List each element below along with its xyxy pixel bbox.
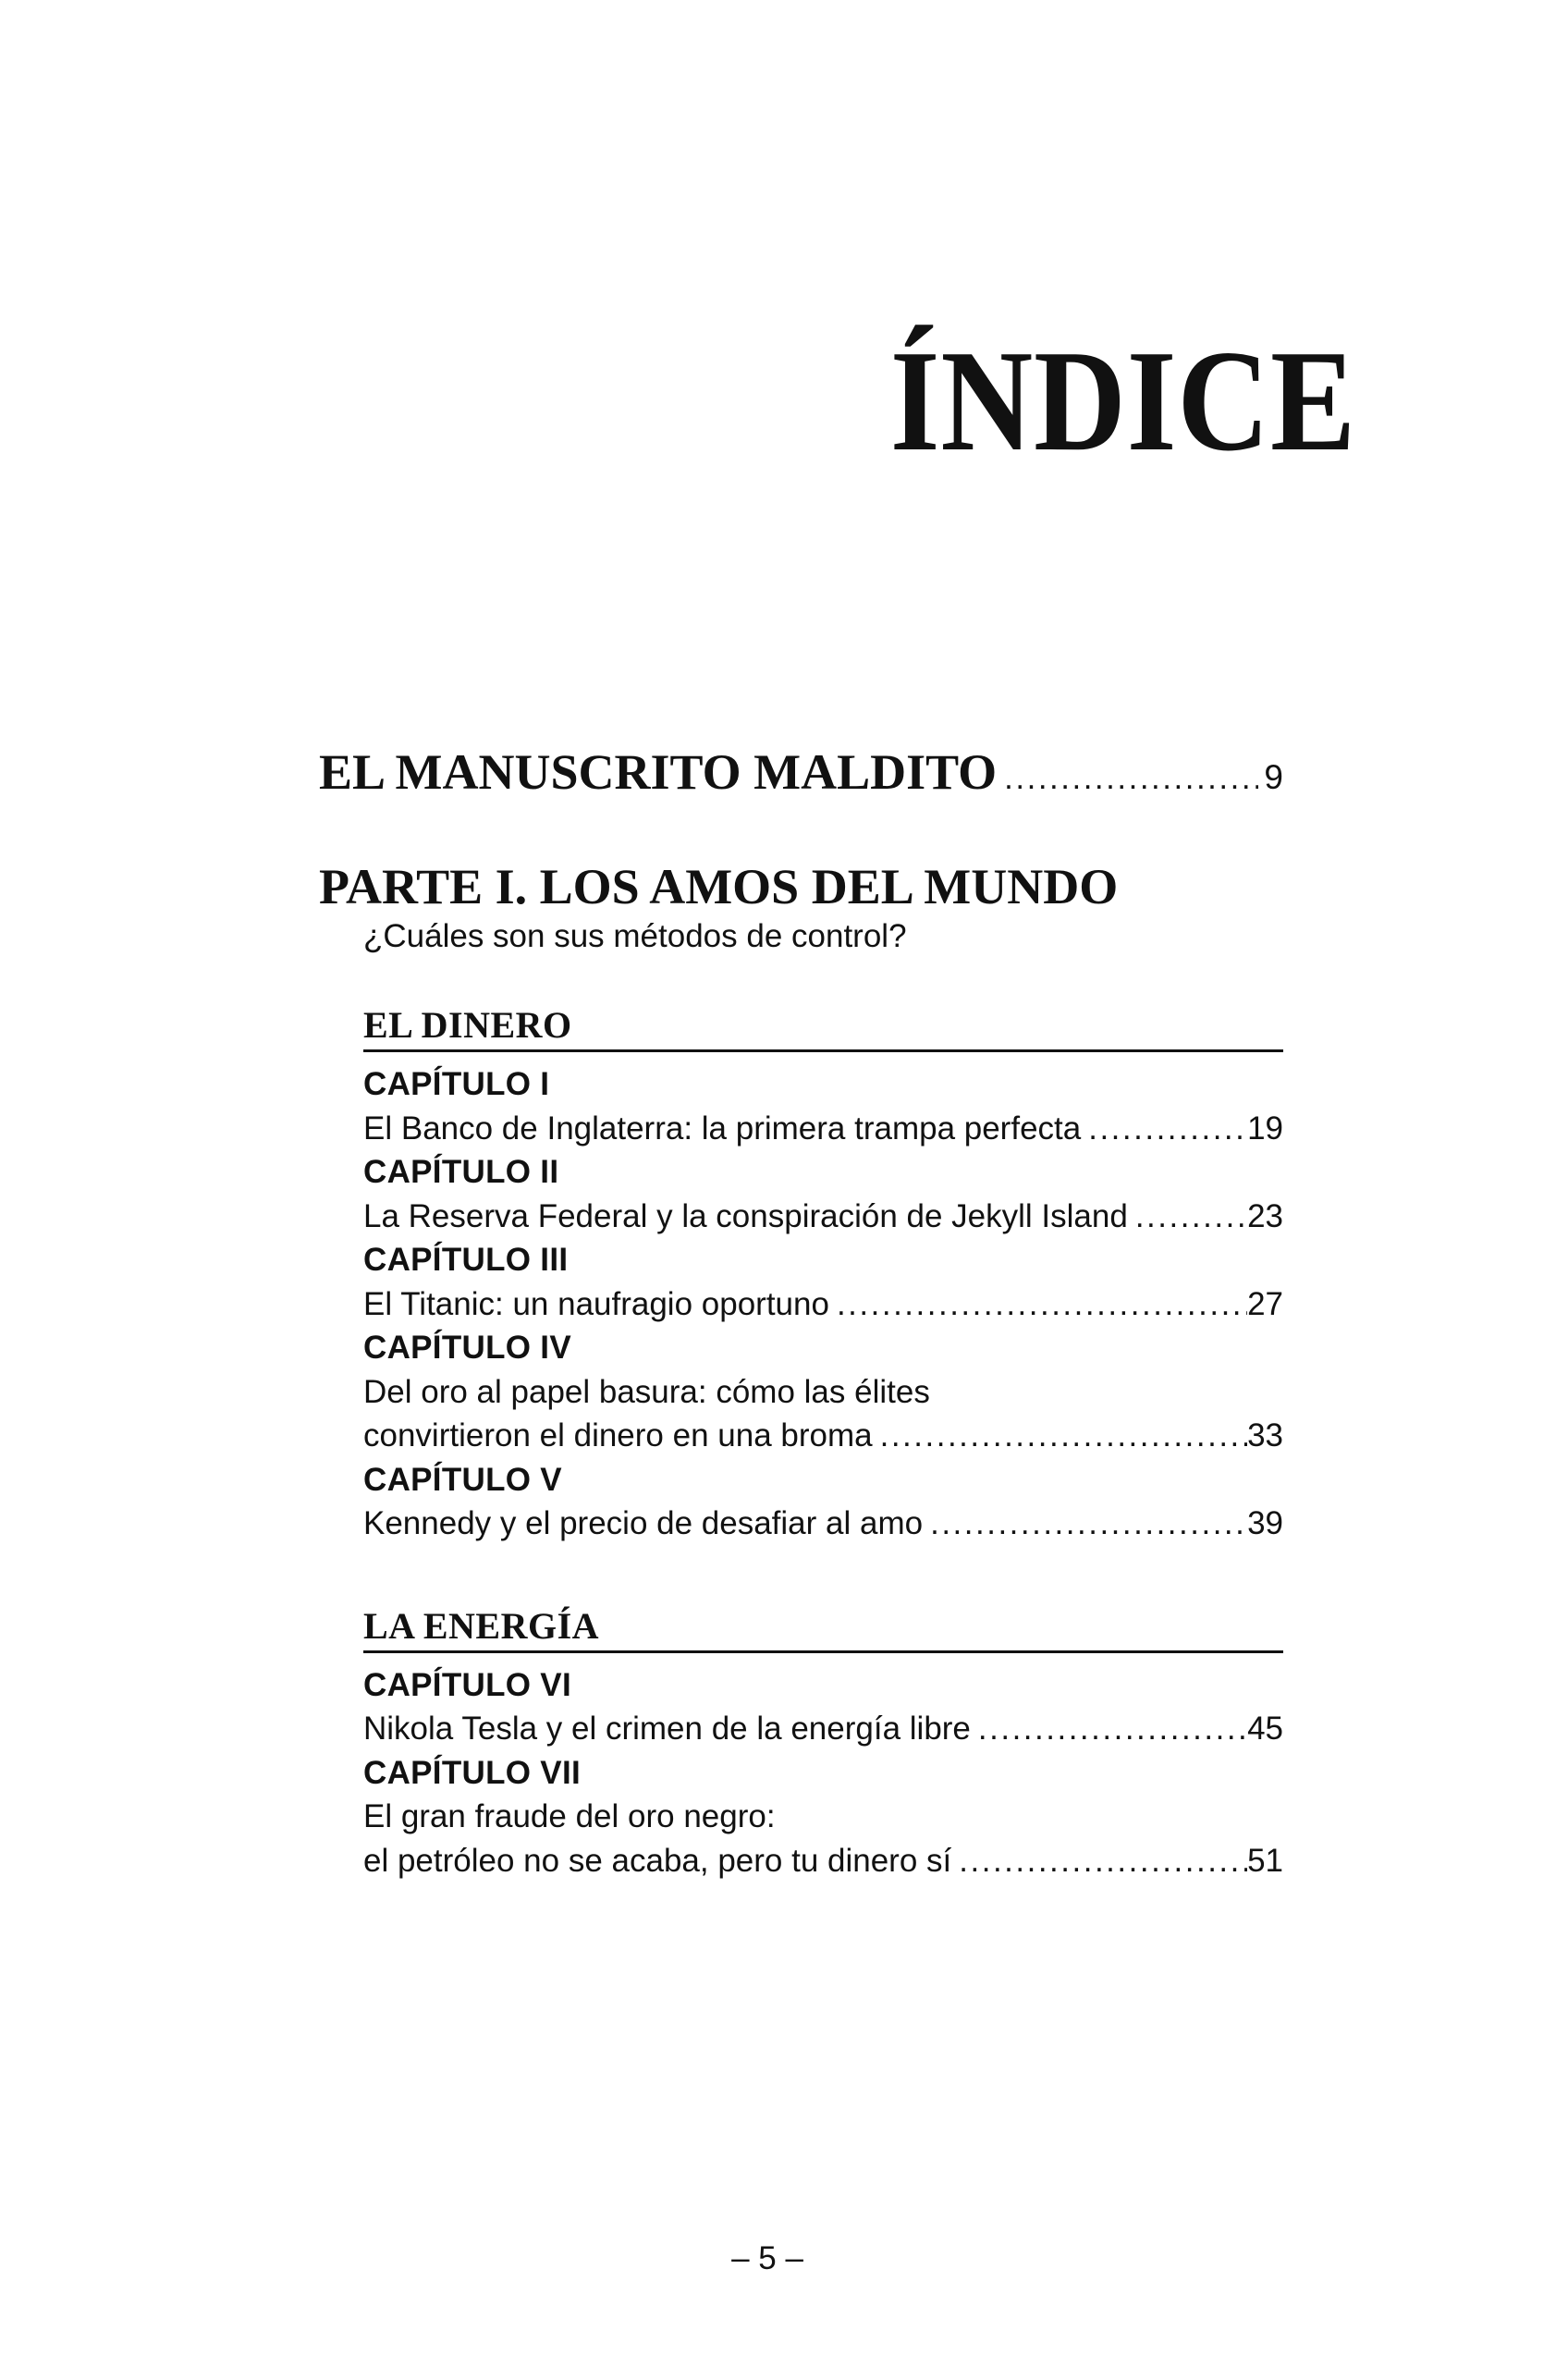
chapter-title-line bbox=[363, 1839, 1283, 1883]
chapter-label: CAPÍTULO III bbox=[363, 1242, 569, 1278]
section-underline bbox=[363, 1650, 1283, 1653]
chapter-title-text: El Banco de Inglaterra: la primera trampa perfecta bbox=[363, 1110, 1082, 1147]
dot-leader bbox=[978, 1707, 1247, 1751]
chapter-title-text: Nikola Tesla y el crimen de la energía libre bbox=[363, 1711, 971, 1747]
toc-chapter bbox=[363, 1751, 1283, 1883]
chapter-list bbox=[363, 1663, 1283, 1883]
chapter-title-text: Del oro al papel basura: cómo las élites bbox=[363, 1373, 930, 1410]
toc-chapter bbox=[363, 1062, 1283, 1150]
toc-entry-frontmatter bbox=[319, 744, 1283, 800]
chapter-page-number: 45 bbox=[1247, 1711, 1283, 1747]
chapter-title-line bbox=[363, 1195, 1283, 1239]
chapter-title-text: el petróleo no se acaba, pero tu dinero sí bbox=[363, 1842, 952, 1879]
section-heading: LA ENERGÍA bbox=[363, 1604, 600, 1647]
dot-leader bbox=[930, 1502, 1247, 1546]
chapter-label: CAPÍTULO IV bbox=[363, 1330, 571, 1366]
chapter-label: CAPÍTULO VII bbox=[363, 1754, 581, 1791]
chapter-title-line bbox=[363, 1414, 1283, 1458]
chapter-title-line bbox=[363, 1370, 1283, 1415]
chapter-title-text: La Reserva Federal y la conspiración de Jekyll Island bbox=[363, 1197, 1128, 1234]
toc-chapter bbox=[363, 1150, 1283, 1238]
chapter-page-number: 33 bbox=[1247, 1417, 1283, 1453]
chapter-title-text: El Titanic: un naufragio oportuno bbox=[363, 1285, 829, 1322]
toc-chapter bbox=[363, 1663, 1283, 1751]
toc-chapter bbox=[363, 1238, 1283, 1326]
chapter-list bbox=[363, 1062, 1283, 1546]
page-title: ÍNDICE bbox=[889, 320, 1356, 481]
dot-leader bbox=[837, 1282, 1247, 1327]
toc-section bbox=[363, 1004, 1283, 1546]
chapter-label: CAPÍTULO I bbox=[363, 1066, 550, 1102]
toc-chapter bbox=[363, 1326, 1283, 1458]
chapter-label: CAPÍTULO II bbox=[363, 1154, 559, 1190]
toc-section bbox=[363, 1604, 1283, 1883]
section-underline bbox=[363, 1049, 1283, 1052]
chapter-title-line bbox=[363, 1707, 1283, 1751]
dot-leader bbox=[1004, 760, 1258, 797]
chapter-page-number: 23 bbox=[1247, 1197, 1283, 1234]
page-number-footer: – 5 – bbox=[731, 2240, 803, 2276]
dot-leader bbox=[1088, 1107, 1247, 1151]
part-subtitle: ¿Cuáles son sus métodos de control? bbox=[363, 918, 907, 954]
chapter-title-line bbox=[363, 1795, 1283, 1839]
chapter-title-text: Kennedy y el precio de desafiar al amo bbox=[363, 1505, 924, 1541]
dot-leader bbox=[880, 1414, 1247, 1458]
part-heading: PARTE I. LOS AMOS DEL MUNDO bbox=[319, 859, 1119, 914]
chapter-title-line bbox=[363, 1107, 1283, 1151]
chapter-title-text: El gran fraude del oro negro: bbox=[363, 1798, 776, 1834]
chapter-page-number: 39 bbox=[1247, 1505, 1283, 1541]
frontmatter-page-number: 9 bbox=[1264, 758, 1283, 796]
chapter-label: CAPÍTULO V bbox=[363, 1461, 562, 1498]
frontmatter-title: EL MANUSCRITO MALDITO bbox=[319, 744, 998, 800]
toc-sections bbox=[363, 1004, 1283, 1883]
chapter-title-line bbox=[363, 1282, 1283, 1327]
chapter-page-number: 51 bbox=[1247, 1842, 1283, 1879]
chapter-title-text: convirtieron el dinero en una broma bbox=[363, 1417, 873, 1453]
section-heading: EL DINERO bbox=[363, 1004, 572, 1046]
toc-chapter bbox=[363, 1458, 1283, 1546]
chapter-page-number: 27 bbox=[1247, 1285, 1283, 1322]
chapter-title-line bbox=[363, 1502, 1283, 1546]
chapter-page-number: 19 bbox=[1247, 1110, 1283, 1147]
dot-leader bbox=[1135, 1195, 1247, 1239]
chapter-label: CAPÍTULO VI bbox=[363, 1666, 571, 1703]
dot-leader bbox=[959, 1839, 1247, 1883]
